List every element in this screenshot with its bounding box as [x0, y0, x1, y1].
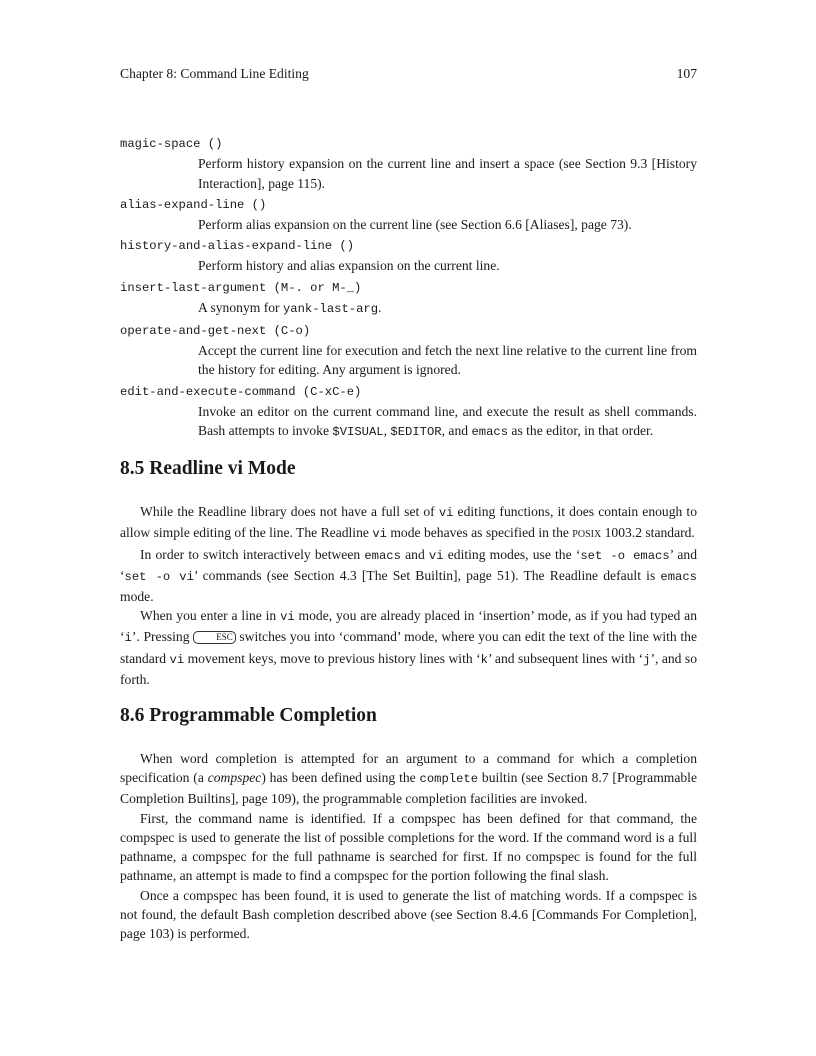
- definition-description: Perform alias expansion on the current line (see Section 6.6 [Aliases], page 73).: [198, 217, 632, 233]
- command-definitions: [120, 135, 697, 442]
- definition-term: history-and-alias-expand-line (): [120, 239, 355, 254]
- definition-description: Perform history and alias expansion on the current line.: [198, 258, 500, 274]
- definition-item: [120, 135, 697, 193]
- definition-term: alias-expand-line (): [120, 197, 267, 212]
- page-number: 107: [676, 66, 697, 81]
- paragraph: When word completion is attempted for an argument to a command for which a completion specification (a compspec) has been defined using the complete builtin (see Section 8.7 [Programmable Completion Builtins], page 109), the programmable completion facilities are invoked.: [120, 751, 697, 807]
- paragraph: When you enter a line in vi mode, you are already placed in ‘insertion’ mode, as if you had typed an ‘i’. Pressing ESC switches you into ‘command’ mode, where you can edit the text of the line with the standard vi movement keys, move to previous history lines with ‘k’ and subsequent lines with ‘j’, and so forth.: [120, 608, 697, 687]
- definition-item: [120, 383, 697, 443]
- paragraph: While the Readline library does not have a full set of vi editing functions, it does contain enough to allow simple editing of the line. The Readline vi mode behaves as specified in the posix 1003.2 standard.: [120, 504, 698, 542]
- definition-term: insert-last-argument (M-. or M-_): [120, 280, 362, 295]
- paragraph: In order to switch interactively between emacs and vi editing modes, use the ‘set -o emacs’ and ‘set -o vi’ commands (see Section 4.3 [The Set Builtin], page 51). The Readline default is emacs mode.: [120, 546, 697, 605]
- esc-key-glyph: ESC: [193, 631, 236, 644]
- definition-description: Accept the current line for execution and fetch the next line relative to the current line from the history for editing. Any argument is ignored.: [198, 343, 697, 378]
- section-heading-8-6: 8.6 Programmable Completion: [120, 705, 377, 727]
- page: [120, 64, 697, 943]
- definition-description: Perform history expansion on the current line and insert a space (see Section 9.3 [History Interaction], page 115).: [198, 156, 697, 191]
- paragraph: First, the command name is identified. If a compspec has been defined for that command, the compspec is used to generate the list of possible completions for the word. If the command word is a full pathname, a compspec for the full pathname is searched for first. If no compspec is found for the full pathname, an attempt is made to find a compspec for the portion following the final slash.: [120, 810, 697, 884]
- definition-item: [120, 237, 697, 275]
- definition-description: Invoke an editor on the current command line, and execute the result as shell commands. Bash attempts to invoke $VISUAL, $EDITOR, and emacs as the editor, in that order.: [198, 403, 697, 440]
- definition-term: operate-and-get-next (C-o): [120, 324, 311, 339]
- definition-term: edit-and-execute-command (C-xC-e): [120, 384, 362, 399]
- definition-description: A synonym for yank-last-arg.: [198, 299, 382, 316]
- section-heading-8-5: 8.5 Readline vi Mode: [120, 458, 296, 480]
- definition-term: magic-space (): [120, 137, 223, 152]
- definition-item: [120, 196, 697, 234]
- running-header: [120, 64, 697, 83]
- chapter-title: Chapter 8: Command Line Editing: [120, 66, 309, 81]
- definition-item: [120, 322, 697, 380]
- definition-item: [120, 279, 697, 319]
- paragraph: Once a compspec has been found, it is used to generate the list of matching words. If a compspec is not found, the default Bash completion described above (see Section 8.4.6 [Commands For Completion], page 103) is performed.: [120, 887, 697, 941]
